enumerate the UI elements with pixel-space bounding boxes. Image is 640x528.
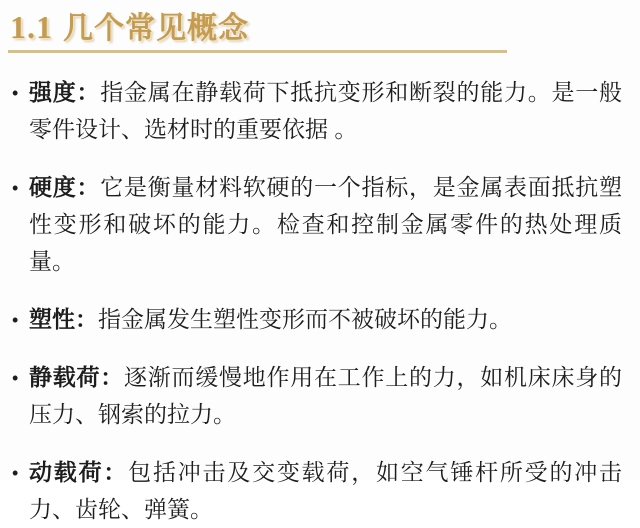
term-label: 动载荷: [29, 459, 104, 485]
bullet-dot-icon: •: [12, 368, 19, 388]
term-colon: ：: [76, 79, 101, 105]
term-label: 强度: [29, 79, 77, 105]
bullet-dot-icon: •: [12, 83, 19, 103]
bullet-dot-icon: •: [12, 310, 19, 330]
title-section-number: 1.1: [10, 9, 53, 45]
definition-text: 逐渐而缓慢地作用在工作上的力，如机床床身的压力、钢索的拉力。: [29, 364, 622, 427]
bullet-item-plasticity: [12, 301, 622, 338]
term-label: 硬度: [29, 174, 77, 200]
bullet-item-strength: [12, 74, 622, 148]
bullet-item-static-load: [12, 359, 622, 433]
definition-text: 它是衡量材料软硬的一个指标，是金属表面抵抗塑性变形和破坏的能力。检查和控制金属零件的热处理质量。: [29, 174, 622, 274]
slide-title-block: [0, 0, 640, 53]
bullet-item-dynamic-load: [12, 454, 622, 528]
bullet-item-hardness: [12, 169, 622, 280]
bullet-list: [0, 53, 640, 528]
term-label: 塑性: [29, 306, 75, 332]
term-colon: ：: [75, 306, 98, 332]
title-text: 几个常见概念: [63, 12, 249, 45]
definition-text: 包括冲击及交变载荷，如空气锤杆所受的冲击力、齿轮、弹簧。: [29, 459, 623, 522]
term-label: 静载荷: [29, 364, 101, 390]
slide-title: [10, 10, 640, 46]
definition-text: 指金属在静载荷下抵抗变形和断裂的能力。是一般零件设计、选材时的重要依据 。: [29, 79, 622, 142]
bullet-dot-icon: •: [12, 463, 19, 483]
bullet-dot-icon: •: [12, 178, 19, 198]
term-colon: ：: [103, 459, 129, 485]
term-colon: ：: [76, 174, 101, 200]
definition-text: 指金属发生塑性变形而不被破坏的能力。: [98, 306, 512, 332]
term-colon: ：: [100, 364, 124, 390]
